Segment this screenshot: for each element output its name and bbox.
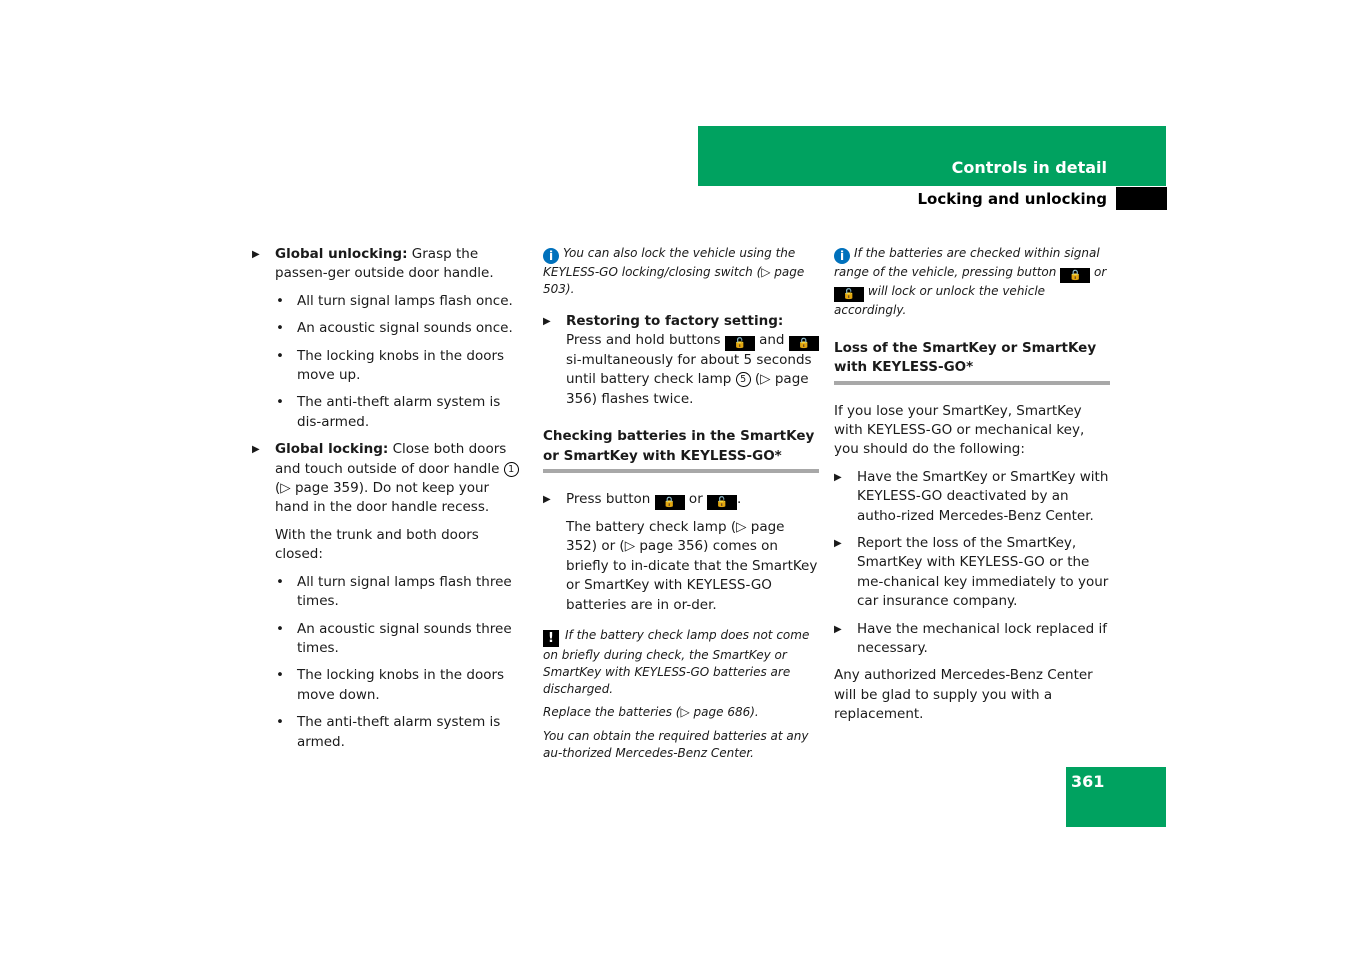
section-heading: Loss of the SmartKey or SmartKey with KEYLESS-GO* [834, 339, 1110, 385]
instruction-text: . [737, 491, 742, 508]
instruction-press-button [543, 490, 819, 510]
list-item-text: The anti-theft alarm system is armed. [297, 714, 501, 750]
section-tab-marker [1116, 187, 1167, 210]
list-item [252, 573, 526, 612]
list-item-text: The locking knobs in the doors move up. [297, 347, 505, 384]
callout-marker: 5 [736, 372, 751, 387]
list-item [252, 620, 526, 659]
unlock-button-icon: 🔓 [725, 336, 755, 351]
arrow-icon: ▶ [834, 623, 842, 635]
bullet-icon: • [276, 714, 284, 731]
paragraph: Any authorized Mercedes-Benz Center will be glad to supply you with a replacement. [834, 667, 1093, 723]
note-text: If the battery check lamp does not come on briefly during check, the SmartKey or SmartKey with KEYLESS-GO batteries are discharged. [543, 628, 810, 696]
list-item-text: The anti-theft alarm system is dis-armed. [297, 394, 501, 430]
arrow-icon: ▶ [543, 315, 551, 327]
paragraph: The battery check lamp (▷ page 352) or (▷ page 356) comes on briefly to in-dicate that the SmartKey or SmartKey with KEYLESS-GO batteries are in or-der. [566, 519, 818, 613]
list-item-text: An acoustic signal sounds once. [297, 320, 513, 337]
note-text: You can obtain the required batteries at any au-thorized Mercedes-Benz Center. [543, 729, 809, 761]
instruction-text: Grasp the passen-ger outside door handle. [275, 246, 494, 282]
column-left [252, 245, 526, 760]
unlock-button-icon: 🔓 [834, 287, 864, 302]
instruction-label: Global locking: [275, 441, 389, 458]
subsection-title: Locking and unlocking [917, 190, 1107, 208]
instruction-text: Report the loss of the SmartKey, SmartKey with KEYLESS-GO or the me-chanical key immediately to your car insurance company. [857, 535, 1109, 610]
info-icon: i [834, 248, 850, 264]
info-icon: i [543, 248, 559, 264]
list-item [252, 393, 526, 432]
paragraph: With the trunk and both doors closed: [275, 526, 479, 563]
note-text: or [1090, 265, 1107, 279]
instruction-text: (▷ page 359). Do not keep your hand in the door handle recess. [275, 480, 490, 516]
instruction-text: Press button [566, 491, 655, 508]
arrow-icon: ▶ [834, 538, 842, 550]
list-item-text: All turn signal lamps flash once. [297, 292, 513, 309]
arrow-icon: ▶ [252, 249, 260, 260]
info-note [543, 245, 819, 298]
lock-button-icon: 🔒 [1060, 268, 1090, 283]
instruction-label: Restoring to factory setting: [566, 312, 784, 329]
unlock-button-icon: 🔓 [707, 495, 737, 510]
instruction-step [834, 468, 1110, 526]
instruction-text: or [684, 491, 708, 508]
info-note [834, 245, 1110, 319]
list-item [252, 713, 526, 752]
note-text: will lock or unlock the vehicle accordingly. [834, 284, 1046, 317]
note-text: Replace the batteries (▷ page 686). [543, 705, 759, 720]
instruction-text: Press and hold buttons [566, 332, 725, 348]
note-text: You can also lock the vehicle using the KEYLESS-GO locking/closing switch (▷ page 503). [543, 246, 805, 296]
instruction-step [834, 620, 1110, 659]
note-text: If the batteries are checked within signal range of the vehicle, pressing button [834, 246, 1100, 279]
warning-note [543, 627, 819, 697]
instruction-global-locking [252, 440, 526, 518]
section-title: Controls in detail [951, 158, 1107, 177]
lock-button-icon: 🔒 [789, 336, 819, 351]
callout-marker: 1 [504, 462, 519, 477]
instruction-text: si-multaneously for about 5 seconds until battery check lamp [566, 352, 812, 388]
list-item [252, 347, 526, 386]
list-item-text: All turn signal lamps flash three times. [297, 573, 512, 610]
header-band [698, 126, 1166, 186]
bullet-icon: • [276, 667, 284, 684]
bullet-icon: • [276, 292, 284, 309]
column-right [834, 245, 1110, 733]
list-item [252, 666, 526, 705]
list-item-text: The locking knobs in the doors move down. [297, 667, 505, 703]
instruction-text: (▷ page 356) flashes twice. [566, 371, 809, 407]
arrow-icon: ▶ [543, 494, 551, 506]
bullet-icon: • [276, 347, 284, 364]
section-heading: Checking batteries in the SmartKey or SmartKey with KEYLESS-GO* [543, 427, 819, 473]
bullet-icon: • [276, 394, 284, 411]
instruction-text: Have the mechanical lock replaced if necessary. [857, 620, 1107, 657]
arrow-icon: ▶ [834, 471, 842, 483]
instruction-text: Close both doors and touch outside of door handle [275, 441, 507, 477]
instruction-factory-setting [543, 312, 819, 410]
instruction-label: Global unlocking: [275, 246, 408, 262]
lock-button-icon: 🔒 [655, 495, 685, 510]
list-item [252, 319, 526, 338]
warning-icon: ! [543, 630, 559, 647]
page-number: 361 [1071, 772, 1105, 791]
instruction-global-unlocking [252, 245, 526, 284]
paragraph: If you lose your SmartKey, SmartKey with KEYLESS-GO or mechanical key, you should do the following: [834, 402, 1085, 458]
arrow-icon: ▶ [252, 444, 260, 456]
bullet-icon: • [276, 620, 284, 637]
column-middle [543, 245, 819, 769]
bullet-icon: • [276, 320, 284, 337]
bullet-icon: • [276, 573, 284, 590]
instruction-step [834, 534, 1110, 612]
list-item [252, 292, 526, 311]
list-item-text: An acoustic signal sounds three times. [297, 620, 512, 656]
instruction-text: and [754, 332, 789, 348]
instruction-text: Have the SmartKey or SmartKey with KEYLESS-GO deactivated by an autho-rized Mercedes-Benz Center. [857, 468, 1109, 524]
